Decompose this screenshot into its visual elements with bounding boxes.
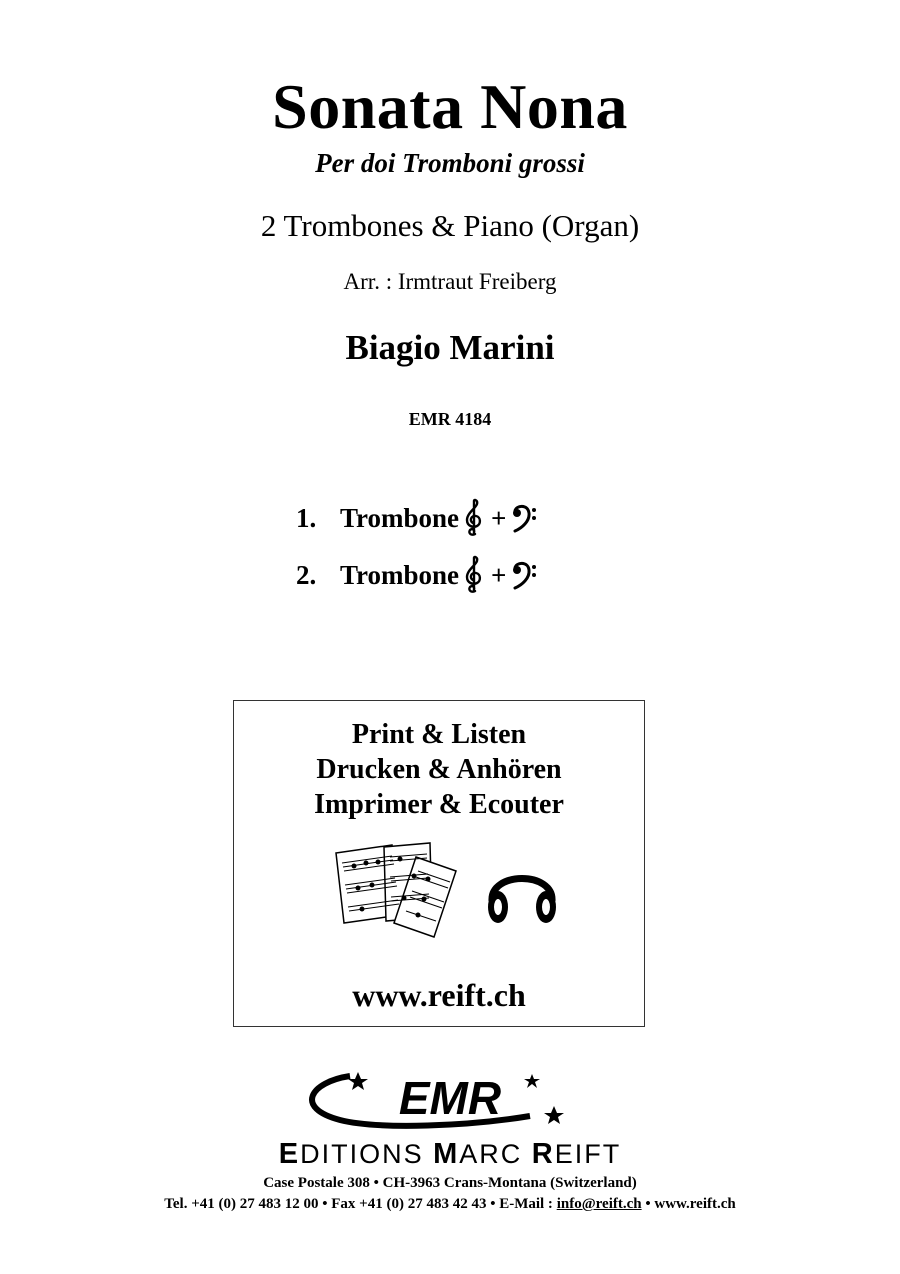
emr-logo [300,1068,600,1134]
arranger: Arr. : Irmtraut Freiberg [343,269,557,294]
logo-text: EMR [398,1072,502,1124]
page-title: Sonata Nona [272,71,628,142]
email-link[interactable]: info@reift.ch [556,1196,642,1212]
promo-line-english: Print & Listen [351,719,527,750]
composer: Biagio Marini [345,328,555,367]
bass-clef-icon [512,560,538,590]
plus-sign: + [491,559,507,590]
catalog-code: EMR 4184 [408,409,492,429]
treble-clef-icon [463,498,485,538]
treble-clef-icon [463,555,485,595]
promo-line-german: Drucken & Anhören [316,754,562,785]
sheet-music-icon [334,841,464,941]
print-listen-box [233,700,645,1027]
subtitle: Per doi Tromboni grossi [315,148,585,178]
part-name: Trombone [340,502,460,533]
bass-clef-icon [512,503,538,533]
promo-line-french: Imprimer & Ecouter [314,789,564,820]
plus-sign: + [491,502,507,533]
publisher-contact: Tel. +41 (0) 27 483 12 00 • Fax +41 (0) 27 483 42 43 • E-Mail : info@reift.ch • www.reift.ch [164,1196,736,1212]
headphones-icon [482,853,562,933]
publisher-name: EDITIONS MARC REIFT [278,1138,622,1170]
part-1 [296,498,538,538]
publisher-address: Case Postale 308 • CH-3963 Crans-Montana (Switzerland) [263,1175,637,1191]
promo-url[interactable]: www.reift.ch [352,977,526,1013]
part-name: Trombone [340,559,460,590]
part-number: 2. [296,559,317,590]
part-2 [296,555,538,595]
instrumentation: 2 Trombones & Piano (Organ) [260,208,640,243]
part-number: 1. [296,502,317,533]
